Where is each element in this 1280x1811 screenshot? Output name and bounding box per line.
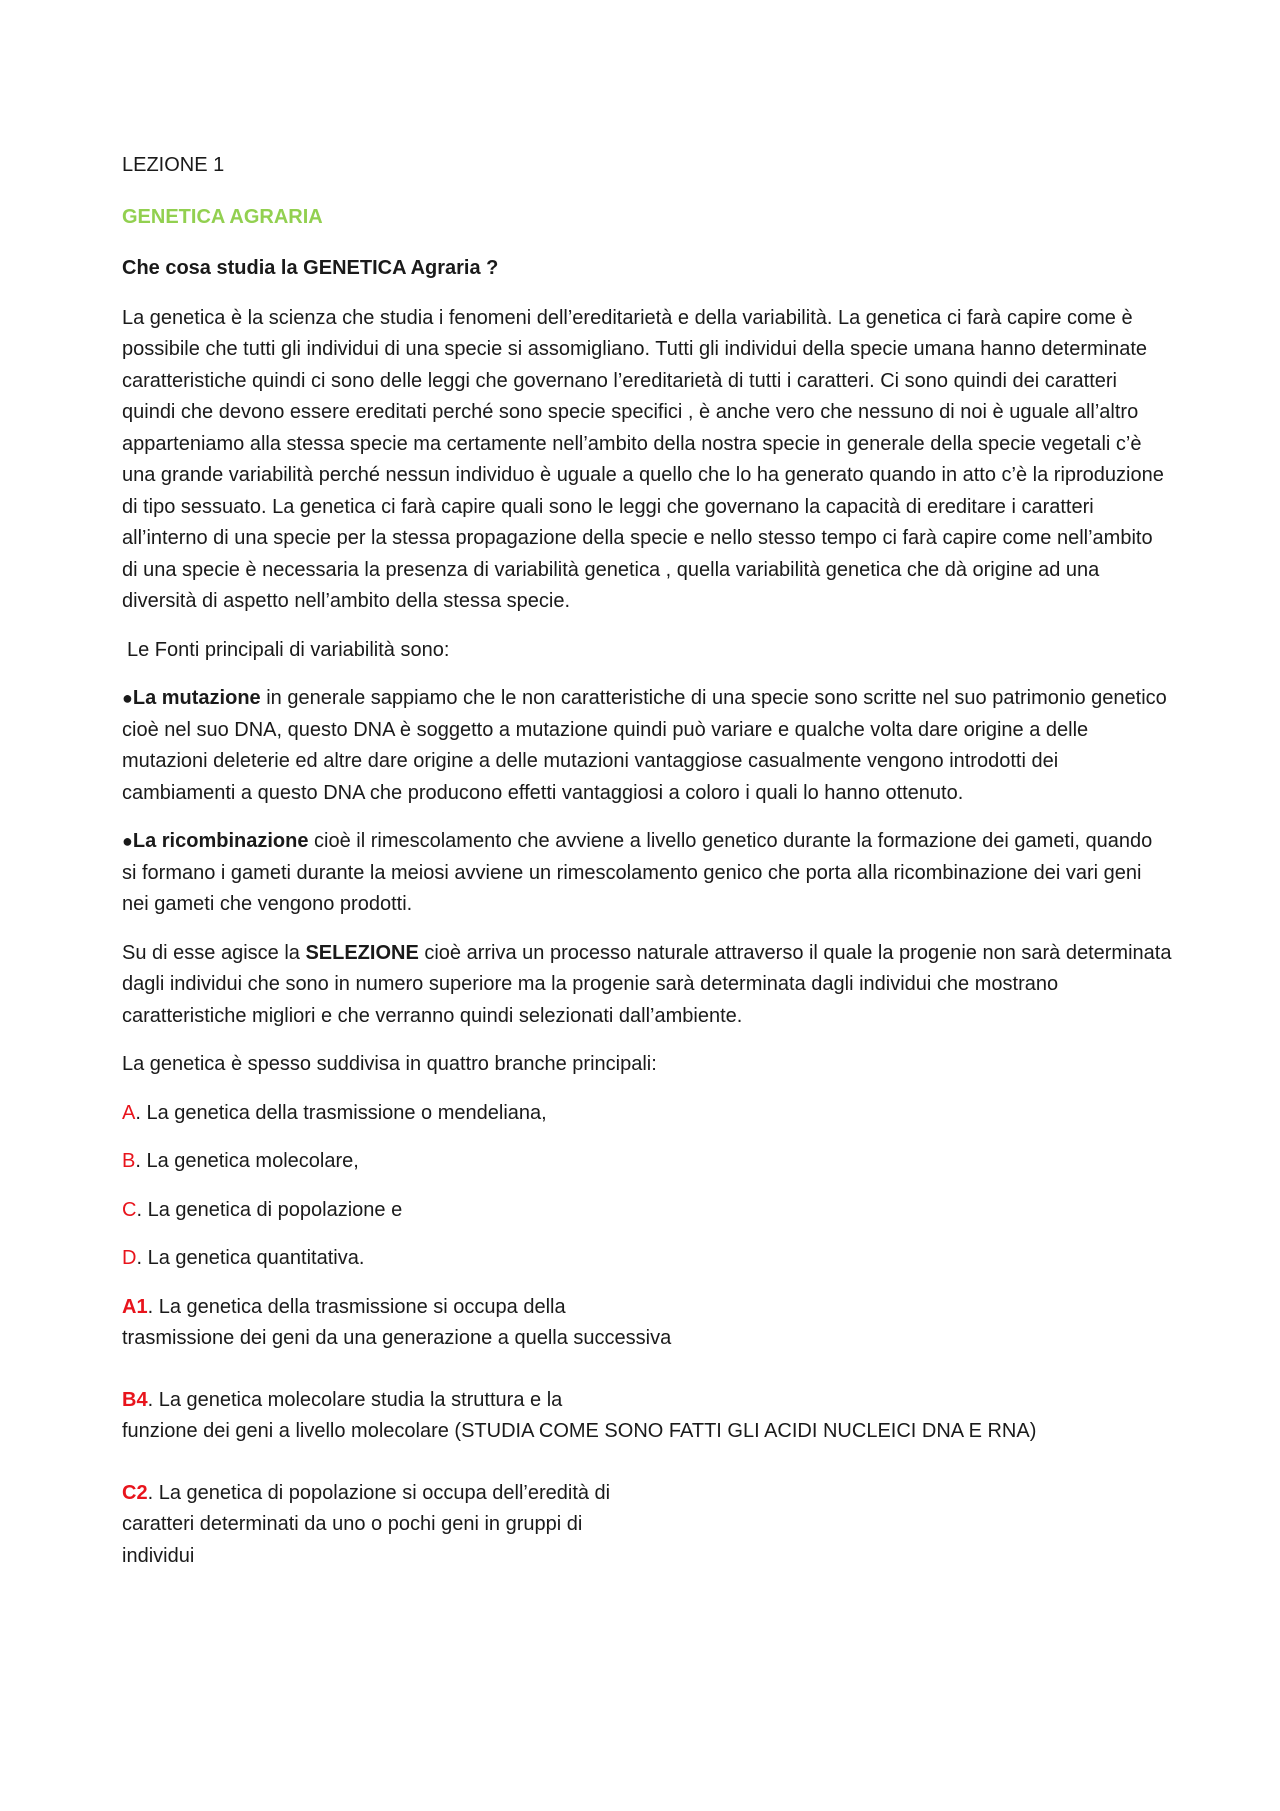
recombination-term: La ricombinazione: [132, 830, 309, 852]
branch-letter: C: [122, 1198, 137, 1221]
branch-text: . La genetica della trasmissione o mendeliana,: [135, 1101, 547, 1124]
detail-line: individui: [122, 1544, 195, 1567]
mutation-text: in generale sappiamo che le non caratteristiche di una specie sono scritte nel suo patrimonio genetico cioè nel suo DNA, questo DNA è soggetto a mutazione quindi può variare e qualche volta dare origine a delle mutazioni deleterie ed altre dare origine a delle mutazioni vantaggiose casualmente vengono introdotti dei cambiamenti a questo DNA che producono effetti vantaggiosi a coloro i quali lo hanno ottenuto.: [122, 687, 1167, 804]
selection-term: SELEZIONE: [305, 941, 419, 964]
document-title: GENETICA AGRARIA: [122, 205, 323, 228]
lesson-heading: LEZIONE 1: [122, 154, 225, 176]
detail-line: . La genetica della trasmissione si occupa della: [147, 1295, 566, 1318]
detail-c2: [122, 1478, 1172, 1573]
section-question: Che cosa studia la GENETICA Agraria ?: [122, 257, 499, 279]
branch-text: . La genetica quantitativa.: [136, 1247, 365, 1269]
bullet-icon: ●: [122, 688, 133, 708]
branch-letter: B: [122, 1150, 136, 1172]
bullet-icon: ●: [122, 831, 133, 851]
branch-letter: D: [122, 1247, 137, 1269]
detail-line: funzione dei geni a livello molecolare (STUDIA COME SONO FATTI GLI ACIDI NUCLEICI DNA E RNA): [122, 1420, 1037, 1442]
branches-intro: La genetica è spesso suddivisa in quattro branche principali:: [122, 1053, 657, 1075]
document-page: [122, 150, 1172, 1589]
branch-letter: A: [122, 1101, 136, 1124]
detail-code: C2: [122, 1481, 148, 1504]
branch-item-b: [122, 1146, 1172, 1178]
branch-text: . La genetica di popolazione e: [136, 1198, 403, 1221]
detail-code: A1: [122, 1295, 148, 1318]
mutation-paragraph: [122, 683, 1172, 809]
detail-b4: [122, 1385, 1172, 1448]
branch-item-d: [122, 1243, 1172, 1275]
selection-after: cioè arriva un processo naturale attraverso il quale la progenie non sarà determinata dagli individui che sono in numero superiore ma la progenie sarà determinata dagli individui che mostrano caratteristiche migliori e che verranno quindi selezionati dall’ambiente.: [122, 941, 1172, 1027]
detail-line: . La genetica di popolazione si occupa dell’eredità di: [147, 1481, 611, 1504]
intro-paragraph: La genetica è la scienza che studia i fenomeni dell’ereditarietà e della variabilità. La genetica ci farà capire come è possibile che tutti gli individui di una specie si assomigliano. Tutti gli individui della specie umana hanno determinate caratteristiche quindi ci sono delle leggi che governano l’ereditarietà di tutti i caratteri. Ci sono quindi dei caratteri quindi che devono essere ereditati perché sono specie specifici , è anche vero che nessuno di noi è uguale all’altro apparteniamo alla stessa specie ma certamente nell’ambito della nostra specie in generale della specie vegetali c’è una grande variabilità perché nessun individuo è uguale a quello che lo ha generato quando in atto c’è la riproduzione di tipo sessuato. La genetica ci farà capire quali sono le leggi che governano la capacità di ereditare i caratteri all’interno di una specie per la stessa propagazione della specie e nello stesso tempo ci farà capire come nell’ambito di una specie è necessaria la presenza di variabilità genetica , quella variabilità genetica che dà origine ad una diversità di aspetto nell’ambito della stessa specie.: [122, 306, 1164, 612]
detail-line: trasmissione dei geni da una generazione a quella successiva: [122, 1327, 672, 1349]
selection-paragraph: [122, 938, 1172, 1033]
branch-text: . La genetica molecolare,: [135, 1150, 359, 1172]
detail-line: . La genetica molecolare studia la struttura e la: [147, 1388, 563, 1411]
branch-item-c: [122, 1195, 1172, 1227]
detail-code: B4: [122, 1388, 148, 1411]
detail-line: caratteri determinati da uno o pochi geni in gruppi di: [122, 1513, 583, 1535]
selection-before: Su di esse agisce la: [122, 941, 306, 964]
mutation-term: La mutazione: [132, 687, 261, 709]
recombination-paragraph: [122, 826, 1172, 921]
recombination-text: cioè il rimescolamento che avviene a livello genetico durante la formazione dei gameti, quando si formano i gameti durante la meiosi avviene un rimescolamento genico che porta alla ricombinazione dei vari geni nei gameti che vengono prodotti.: [122, 830, 1153, 915]
detail-a1: [122, 1292, 1172, 1355]
sources-intro: Le Fonti principali di variabilità sono:: [127, 638, 450, 661]
branch-item-a: [122, 1098, 1172, 1130]
